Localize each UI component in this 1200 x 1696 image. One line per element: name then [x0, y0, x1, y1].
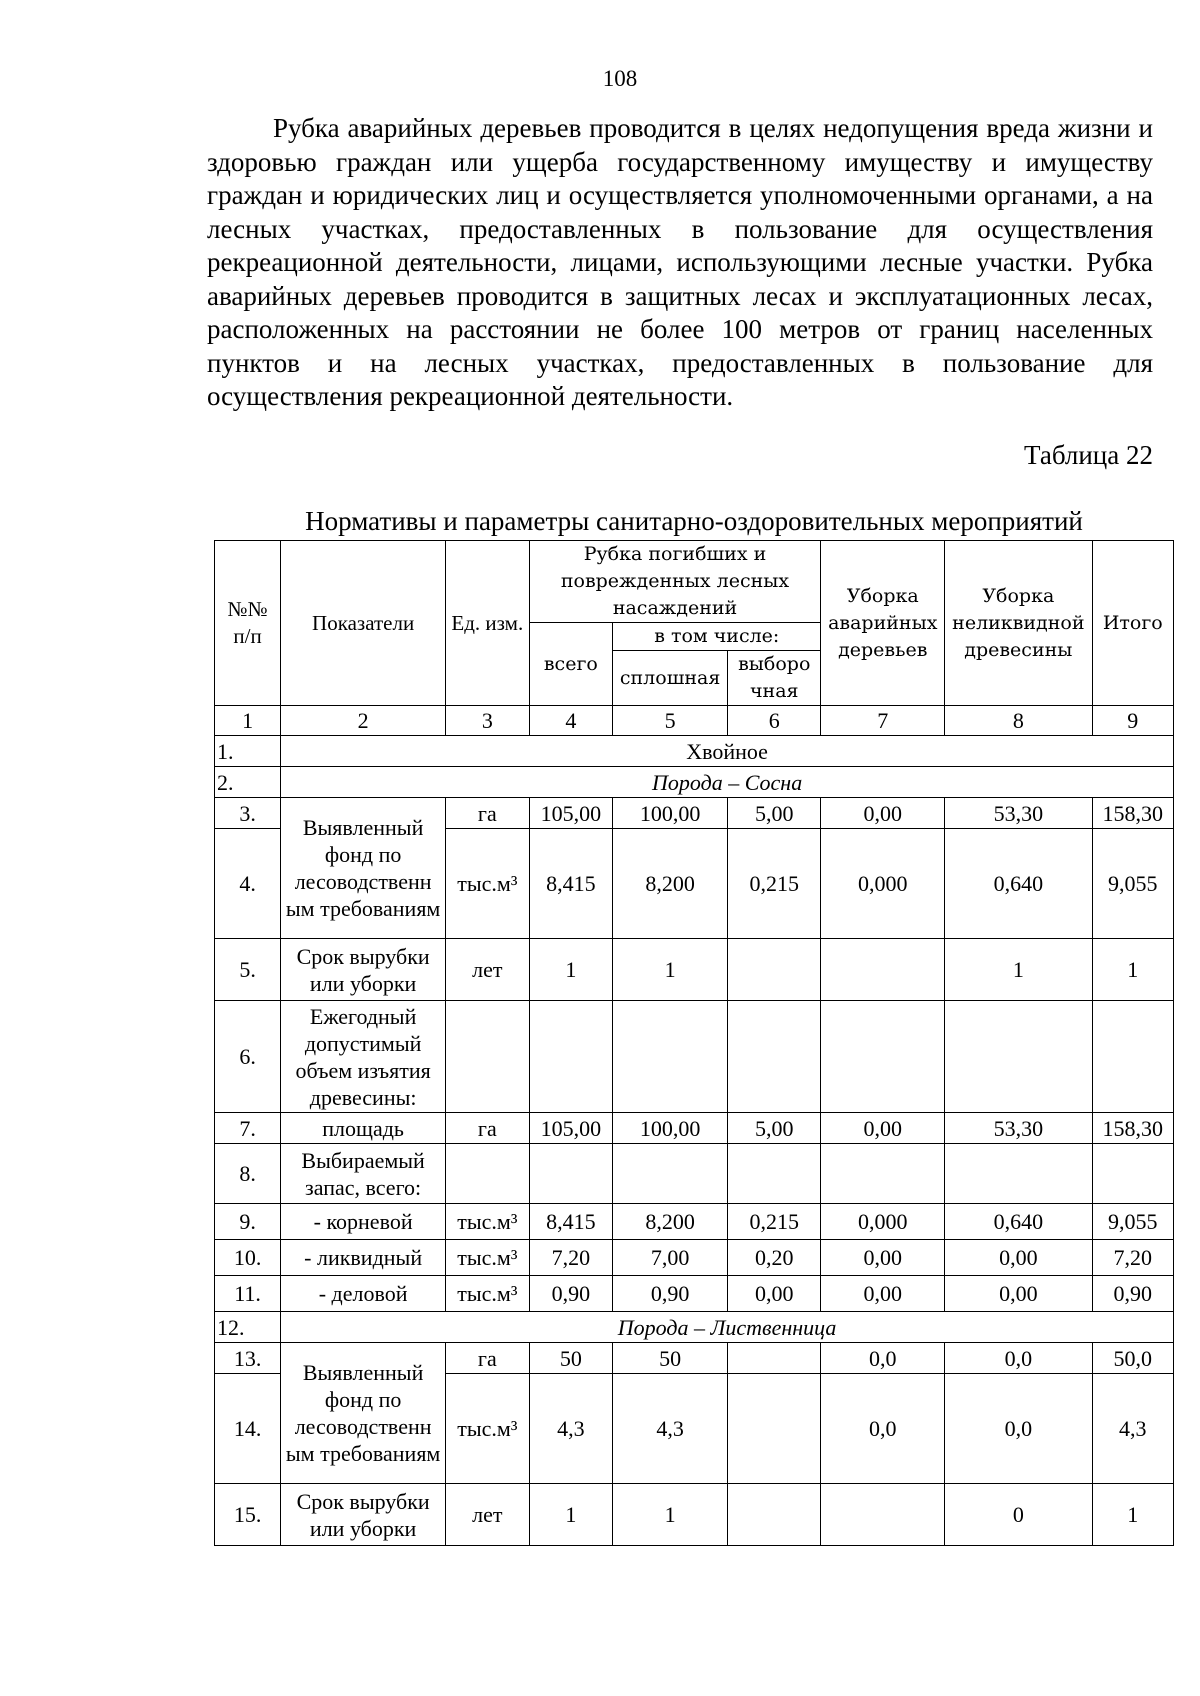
col-number: 1 [215, 706, 281, 736]
col-number: 4 [529, 706, 613, 736]
row-num: 2. [215, 767, 281, 798]
unit-cell [446, 1001, 530, 1113]
page-number: 108 [602, 66, 638, 91]
row-num: 6. [215, 1001, 281, 1113]
value-cell: 1 [613, 939, 728, 1001]
value-cell: 5,00 [728, 798, 821, 829]
value-cell: 0,0 [945, 1343, 1093, 1374]
indicator-label: Ежегодный допустимый объем изъятия древесины: [281, 1001, 446, 1113]
row-num: 14. [215, 1374, 281, 1484]
table-row [215, 1276, 1174, 1312]
col-number: 5 [613, 706, 728, 736]
value-cell: 105,00 [529, 798, 613, 829]
table-row [215, 1204, 1174, 1240]
value-cell: 4,3 [1092, 1374, 1173, 1484]
value-cell: 8,200 [613, 1204, 728, 1240]
section-row [215, 1312, 1174, 1343]
value-cell [728, 1484, 821, 1546]
value-cell [821, 1144, 945, 1204]
value-cell: 0,0 [821, 1343, 945, 1374]
unit-cell: тыс.м³ [446, 1276, 530, 1312]
value-cell: 9,055 [1092, 1204, 1173, 1240]
value-cell [728, 1343, 821, 1374]
table-row [215, 1343, 1174, 1374]
col-number: 6 [728, 706, 821, 736]
section-label: Порода – Сосна [281, 767, 1174, 798]
value-cell [1092, 1144, 1173, 1204]
value-cell [728, 1144, 821, 1204]
value-cell: 8,415 [529, 829, 613, 939]
value-cell [945, 1001, 1093, 1113]
indicator-label: Выбираемый запас, всего: [281, 1144, 446, 1204]
table-row [215, 939, 1174, 1001]
column-numbers-row [215, 706, 1174, 736]
value-cell: 0,90 [613, 1276, 728, 1312]
header-clear: сплошная [613, 651, 728, 706]
row-num: 5. [215, 939, 281, 1001]
header-indicator: Показатели [281, 541, 446, 706]
col-number: 7 [821, 706, 945, 736]
row-num: 3. [215, 798, 281, 829]
value-cell: 0,215 [728, 829, 821, 939]
header-emergency: Уборка аварийных деревьев [821, 541, 945, 706]
value-cell: 105,00 [529, 1113, 613, 1144]
row-num: 4. [215, 829, 281, 939]
value-cell [728, 1001, 821, 1113]
value-cell: 0,00 [728, 1276, 821, 1312]
table-row [215, 1144, 1174, 1204]
value-cell [821, 1484, 945, 1546]
value-cell [613, 1001, 728, 1113]
value-cell: 0,20 [728, 1240, 821, 1276]
value-cell: 0,90 [1092, 1276, 1173, 1312]
unit-cell: лет [446, 939, 530, 1001]
row-num: 9. [215, 1204, 281, 1240]
value-cell: 100,00 [613, 798, 728, 829]
value-cell: 0,00 [821, 1276, 945, 1312]
indicator-label: Срок вырубки или уборки [281, 1484, 446, 1546]
value-cell: 0,00 [945, 1240, 1093, 1276]
value-cell: 50 [613, 1343, 728, 1374]
value-cell: 7,20 [529, 1240, 613, 1276]
value-cell: 0,90 [529, 1276, 613, 1312]
unit-cell: га [446, 1343, 530, 1374]
header-total: всего [529, 623, 613, 706]
value-cell [945, 1144, 1093, 1204]
header-itogo: Итого [1092, 541, 1173, 706]
row-num: 13. [215, 1343, 281, 1374]
indicator-label: - деловой [281, 1276, 446, 1312]
col-number: 8 [945, 706, 1093, 736]
value-cell: 0,00 [821, 1113, 945, 1144]
value-cell: 50 [529, 1343, 613, 1374]
value-cell: 0,000 [821, 829, 945, 939]
section-row [215, 736, 1174, 767]
value-cell [529, 1144, 613, 1204]
header-num: №№ п/п [215, 541, 281, 706]
value-cell: 0,215 [728, 1204, 821, 1240]
unit-cell: тыс.м³ [446, 1204, 530, 1240]
row-num: 12. [215, 1312, 281, 1343]
value-cell [529, 1001, 613, 1113]
section-row [215, 767, 1174, 798]
row-num: 8. [215, 1144, 281, 1204]
table-row [215, 1484, 1174, 1546]
value-cell [821, 1001, 945, 1113]
table-title: Нормативы и параметры санитарно-оздоровительных мероприятий [305, 506, 1083, 536]
section-label: Хвойное [281, 736, 1174, 767]
row-num: 1. [215, 736, 281, 767]
header-including: в том числе: [613, 623, 821, 651]
unit-cell: лет [446, 1484, 530, 1546]
unit-cell: га [446, 1113, 530, 1144]
norms-table [214, 540, 1174, 1546]
value-cell: 0,00 [945, 1276, 1093, 1312]
table-row [215, 1240, 1174, 1276]
col-number: 2 [281, 706, 446, 736]
value-cell [1092, 1001, 1173, 1113]
value-cell: 158,30 [1092, 798, 1173, 829]
row-num: 11. [215, 1276, 281, 1312]
value-cell: 7,00 [613, 1240, 728, 1276]
value-cell: 9,055 [1092, 829, 1173, 939]
value-cell: 8,200 [613, 829, 728, 939]
value-cell: 1 [529, 939, 613, 1001]
table-row [215, 1113, 1174, 1144]
value-cell: 1 [613, 1484, 728, 1546]
unit-cell: тыс.м³ [446, 829, 530, 939]
section-label: Порода – Лиственница [281, 1312, 1174, 1343]
value-cell: 0,000 [821, 1204, 945, 1240]
table-row [215, 1001, 1174, 1113]
value-cell [821, 939, 945, 1001]
indicator-label: Выявленный фонд по лесоводственн ым требованиям [281, 1343, 446, 1484]
value-cell: 1 [1092, 939, 1173, 1001]
value-cell: 50,0 [1092, 1343, 1173, 1374]
indicator-label: Выявленный фонд по лесоводственн ым требованиям [281, 798, 446, 939]
table-label: Таблица 22 [1024, 440, 1153, 470]
value-cell: 53,30 [945, 798, 1093, 829]
value-cell: 0,0 [821, 1374, 945, 1484]
value-cell [728, 939, 821, 1001]
value-cell [728, 1374, 821, 1484]
value-cell: 158,30 [1092, 1113, 1173, 1144]
indicator-label: - корневой [281, 1204, 446, 1240]
value-cell: 0,0 [945, 1374, 1093, 1484]
value-cell: 100,00 [613, 1113, 728, 1144]
indicator-label: площадь [281, 1113, 446, 1144]
value-cell: 1 [945, 939, 1093, 1001]
col-number: 9 [1092, 706, 1173, 736]
value-cell: 5,00 [728, 1113, 821, 1144]
table-row [215, 798, 1174, 829]
value-cell: 0,00 [821, 1240, 945, 1276]
value-cell: 0,640 [945, 829, 1093, 939]
header-unit: Ед. изм. [446, 541, 530, 706]
unit-cell: тыс.м³ [446, 1374, 530, 1484]
row-num: 7. [215, 1113, 281, 1144]
value-cell: 0,00 [821, 798, 945, 829]
col-number: 3 [446, 706, 530, 736]
value-cell: 4,3 [613, 1374, 728, 1484]
header-felling-group: Рубка погибших и поврежденных лесных насаждений [529, 541, 821, 623]
value-cell: 8,415 [529, 1204, 613, 1240]
header-illiquid: Уборка неликвидной древесины [945, 541, 1093, 706]
header-row [215, 541, 1174, 623]
unit-cell [446, 1144, 530, 1204]
row-num: 10. [215, 1240, 281, 1276]
value-cell: 53,30 [945, 1113, 1093, 1144]
body-paragraph: Рубка аварийных деревьев проводится в целях недопущения вреда жизни и здоровью граждан или ущерба государственному имуществу и имуществу граждан и юридических лиц и осуществляется уполномоченными органами, а на лесных участках, предоставленных в пользование для осуществления рекреационной деятельности, лицами, использующими лесные участки. Рубка аварийных деревьев проводится в защитных лесах и эксплуатационных лесах, расположенных на расстоянии не более 100 метров от границ населенных пунктов и на лесных участках, предоставленных в пользование для осуществления рекреационной деятельности. [207, 113, 1153, 411]
value-cell: 0 [945, 1484, 1093, 1546]
indicator-label: Срок вырубки или уборки [281, 939, 446, 1001]
unit-cell: га [446, 798, 530, 829]
value-cell: 0,640 [945, 1204, 1093, 1240]
value-cell: 1 [529, 1484, 613, 1546]
value-cell: 7,20 [1092, 1240, 1173, 1276]
value-cell [613, 1144, 728, 1204]
header-selective: выборо чная [728, 651, 821, 706]
value-cell: 1 [1092, 1484, 1173, 1546]
row-num: 15. [215, 1484, 281, 1546]
unit-cell: тыс.м³ [446, 1240, 530, 1276]
indicator-label: - ликвидный [281, 1240, 446, 1276]
value-cell: 4,3 [529, 1374, 613, 1484]
